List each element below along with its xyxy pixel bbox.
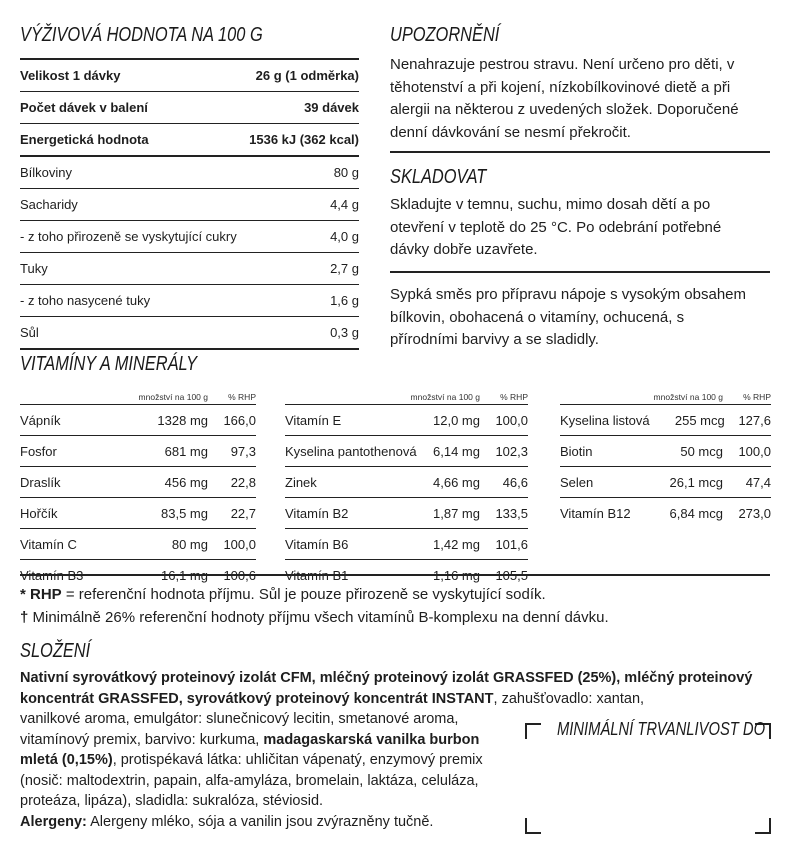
vitamins-title: VITAMÍNY A MINERÁLY — [20, 353, 198, 375]
storage-title: SKLADOVAT — [390, 166, 487, 188]
rhp-column-header: % RHP — [500, 392, 528, 402]
vitamin-amount: 1,42 mg — [433, 536, 480, 552]
vitamins-table-2 — [285, 392, 528, 590]
corner-mark — [755, 818, 771, 834]
nutrition-table — [20, 58, 359, 350]
corner-mark — [525, 723, 541, 739]
dagger-text: Minimálně 26% referenční hodnoty příjmu všech vitamínů B-komplexu na denní dávku. — [28, 609, 609, 626]
vitamin-rhp: 102,3 — [495, 443, 528, 459]
nutrition-row — [20, 252, 359, 284]
nutrition-row — [20, 316, 359, 348]
vitamin-rhp: 22,7 — [230, 505, 256, 521]
vitamin-name: Fosfor — [20, 443, 57, 459]
nutrition-value: 1536 kJ (362 kcal) — [249, 132, 359, 147]
nutrition-row — [20, 188, 359, 220]
corner-mark — [525, 818, 541, 834]
nutrition-value: 4,4 g — [330, 197, 359, 212]
rhp-note — [20, 583, 780, 606]
vitamin-amount: 50 mcg — [680, 443, 723, 459]
rhp-mark: * RHP — [20, 586, 62, 603]
vitamins-table-3 — [560, 392, 771, 528]
vitamin-rhp: 22,8 — [230, 474, 256, 490]
vitamin-amount: 80 mg — [171, 536, 208, 552]
vitamin-rhp: 100,0 — [495, 412, 528, 428]
vitamin-rhp: 133,5 — [495, 505, 528, 521]
divider — [20, 574, 770, 576]
vitamin-amount: 4,66 mg — [433, 474, 480, 490]
vitamin-name: Vitamín C — [20, 536, 77, 552]
vitamin-row — [285, 528, 528, 559]
vitamins-table-header — [285, 392, 528, 404]
vitamin-row — [20, 497, 256, 528]
vitamin-rhp: 46,6 — [502, 474, 528, 490]
nutrition-label: - z toho nasycené tuky — [20, 293, 151, 308]
composition-text-bottom — [20, 709, 515, 832]
vitamin-amount: 26,1 mcg — [669, 474, 723, 490]
nutrition-value: 4,0 g — [330, 229, 359, 244]
vitamin-rhp: 97,3 — [230, 443, 256, 459]
nutrition-row — [20, 155, 359, 188]
vitamin-rhp: 101,6 — [495, 536, 528, 552]
composition-text-top — [20, 668, 765, 709]
header-spacer — [20, 392, 90, 404]
nutrition-row — [20, 123, 359, 155]
vitamin-name: Vápník — [20, 412, 61, 428]
composition-bold: madagaskarská vanilka burbon mletá (0,15%) — [20, 731, 480, 768]
vitamin-name: Vitamín B12 — [560, 505, 631, 521]
vitamin-rhp: 100,0 — [738, 443, 771, 459]
vitamin-amount: 1,87 mg — [433, 505, 480, 521]
vitamin-row — [285, 497, 528, 528]
vitamin-rhp: 166,0 — [223, 412, 256, 428]
best-before-label: MINIMÁLNÍ TRVANLIVOST DO — [557, 719, 766, 739]
nutrition-title: VÝŽIVOVÁ HODNOTA NA 100 G — [20, 24, 263, 46]
nutrition-label: - z toho přirozeně se vyskytující cukry — [20, 229, 237, 244]
vitamin-amount: 1328 mg — [157, 412, 208, 428]
header-spacer — [560, 392, 605, 404]
vitamin-name: Vitamín B6 — [285, 536, 349, 552]
vitamin-amount: 12,0 mg — [433, 412, 480, 428]
vitamin-amount: 83,5 mg — [161, 505, 208, 521]
composition-title: SLOŽENÍ — [20, 640, 91, 662]
vitamin-rhp: 100,0 — [223, 536, 256, 552]
vitamin-row — [560, 435, 771, 466]
nutrition-value: 26 g (1 odměrka) — [255, 68, 359, 83]
nutrition-value: 80 g — [333, 165, 359, 180]
vitamin-row — [20, 404, 256, 435]
composition-bold: Nativní syrovátkový proteinový izolát CFM, mléčný proteinový izolát GRASSFED (25%), mléčný proteinový koncentrát GRASSFED, syrovátkový proteinový koncentrát INSTANT — [20, 670, 753, 707]
vitamin-name: Vitamín B2 — [285, 505, 349, 521]
notes — [20, 583, 780, 629]
nutrition-label: Sacharidy — [20, 197, 78, 212]
amount-column-header: množství na 100 g — [410, 392, 480, 402]
nutrition-label: Tuky — [20, 261, 48, 276]
vitamin-row — [285, 404, 528, 435]
vitamin-name: Kyselina pantothenová — [285, 443, 417, 459]
nutrition-value: 1,6 g — [330, 293, 359, 308]
vitamins-table-1 — [20, 392, 256, 590]
rhp-column-header: % RHP — [743, 392, 771, 402]
allergen-label: Alergeny: — [20, 813, 87, 830]
vitamin-row — [285, 466, 528, 497]
vitamin-amount: 255 mcg — [674, 412, 725, 428]
rhp-column-header: % RHP — [228, 392, 256, 402]
vitamin-rhp: 127,6 — [738, 412, 771, 428]
composition-text: , zahušťovadlo: xantan, — [493, 690, 645, 707]
amount-column-header: množství na 100 g — [138, 392, 208, 402]
nutrition-label: Energetická hodnota — [20, 132, 149, 147]
nutrition-value: 0,3 g — [330, 325, 359, 340]
warning-title: UPOZORNĚNÍ — [390, 24, 500, 46]
composition-text: vanilkové aroma, emulgátor: slunečnicový lecitin, smetanové aroma, vitamínový premix, barvivo: kurkuma, — [20, 711, 459, 748]
vitamin-rhp: 47,4 — [745, 474, 771, 490]
divider — [390, 151, 770, 153]
vitamin-name: Zinek — [285, 474, 317, 490]
vitamin-amount: 681 mg — [164, 443, 208, 459]
vitamin-amount: 456 mg — [164, 474, 208, 490]
nutrition-label: Počet dávek v balení — [20, 100, 148, 115]
dagger-note — [20, 606, 780, 629]
warning-text: Nenahrazuje pestrou stravu. Není určeno pro děti, v těhotenství a při kojení, nízkobílkovinové dietě a při alergii na některou z uvedených složek. Doporučené denní dávkování se nesmí překročit. — [390, 56, 739, 141]
vitamin-rhp: 273,0 — [738, 505, 771, 521]
nutrition-label: Bílkoviny — [20, 165, 73, 180]
composition-text: , protispékavá látka: uhličitan vápenatý, enzymový premix (nosič: maltodextrin, papain, alfa-amyláza, bromelain, laktáza, celuláza, proteáza, lipáza), sladidla: sukralóza, stéviosid. — [20, 752, 483, 809]
nutrition-value: 2,7 g — [330, 261, 359, 276]
divider — [390, 271, 770, 273]
header-spacer — [285, 392, 388, 404]
vitamin-name: Biotin — [560, 443, 593, 459]
vitamin-name: Draslík — [20, 474, 61, 490]
nutrition-table-bottom-rule — [20, 348, 359, 350]
vitamin-row — [20, 528, 256, 559]
nutrition-row — [20, 284, 359, 316]
amount-column-header: množství na 100 g — [653, 392, 723, 402]
nutrition-label: Sůl — [20, 325, 39, 340]
rhp-text: = referenční hodnota příjmu. Sůl je pouze přirozeně se vyskytující sodík. — [61, 586, 546, 603]
vitamins-table-header — [20, 392, 256, 404]
nutrition-label: Velikost 1 dávky — [20, 68, 121, 83]
vitamin-name: Hořčík — [20, 505, 58, 521]
vitamin-row — [20, 466, 256, 497]
nutrition-value: 39 dávek — [304, 100, 359, 115]
vitamin-row — [560, 497, 771, 528]
nutrition-row — [20, 58, 359, 91]
dagger-mark: † — [20, 609, 29, 626]
vitamin-name: Selen — [560, 474, 594, 490]
vitamins-table-header — [560, 392, 771, 404]
allergen-text: Alergeny mléko, sója a vanilin jsou zvýrazněny tučně. — [86, 813, 434, 830]
vitamin-amount: 6,84 mcg — [669, 505, 723, 521]
vitamin-row — [20, 435, 256, 466]
nutrition-row — [20, 220, 359, 252]
vitamin-amount: 6,14 mg — [433, 443, 480, 459]
vitamin-name: Vitamín E — [285, 412, 342, 428]
vitamin-name: Kyselina listová — [560, 412, 650, 428]
product-description: Sypká směs pro přípravu nápoje s vysokým obsahem bílkovin, obohacená o vitamíny, ochucená, s přírodními barvivy a se sladidly. — [390, 286, 746, 348]
vitamin-row — [560, 404, 771, 435]
vitamin-row — [285, 435, 528, 466]
nutrition-row — [20, 91, 359, 123]
storage-text: Skladujte v temnu, suchu, mimo dosah dětí a po otevření v teplotě do 25 °C. Po odebrání potřebné dávky dobře uzavřete. — [390, 196, 722, 258]
vitamin-row — [560, 466, 771, 497]
